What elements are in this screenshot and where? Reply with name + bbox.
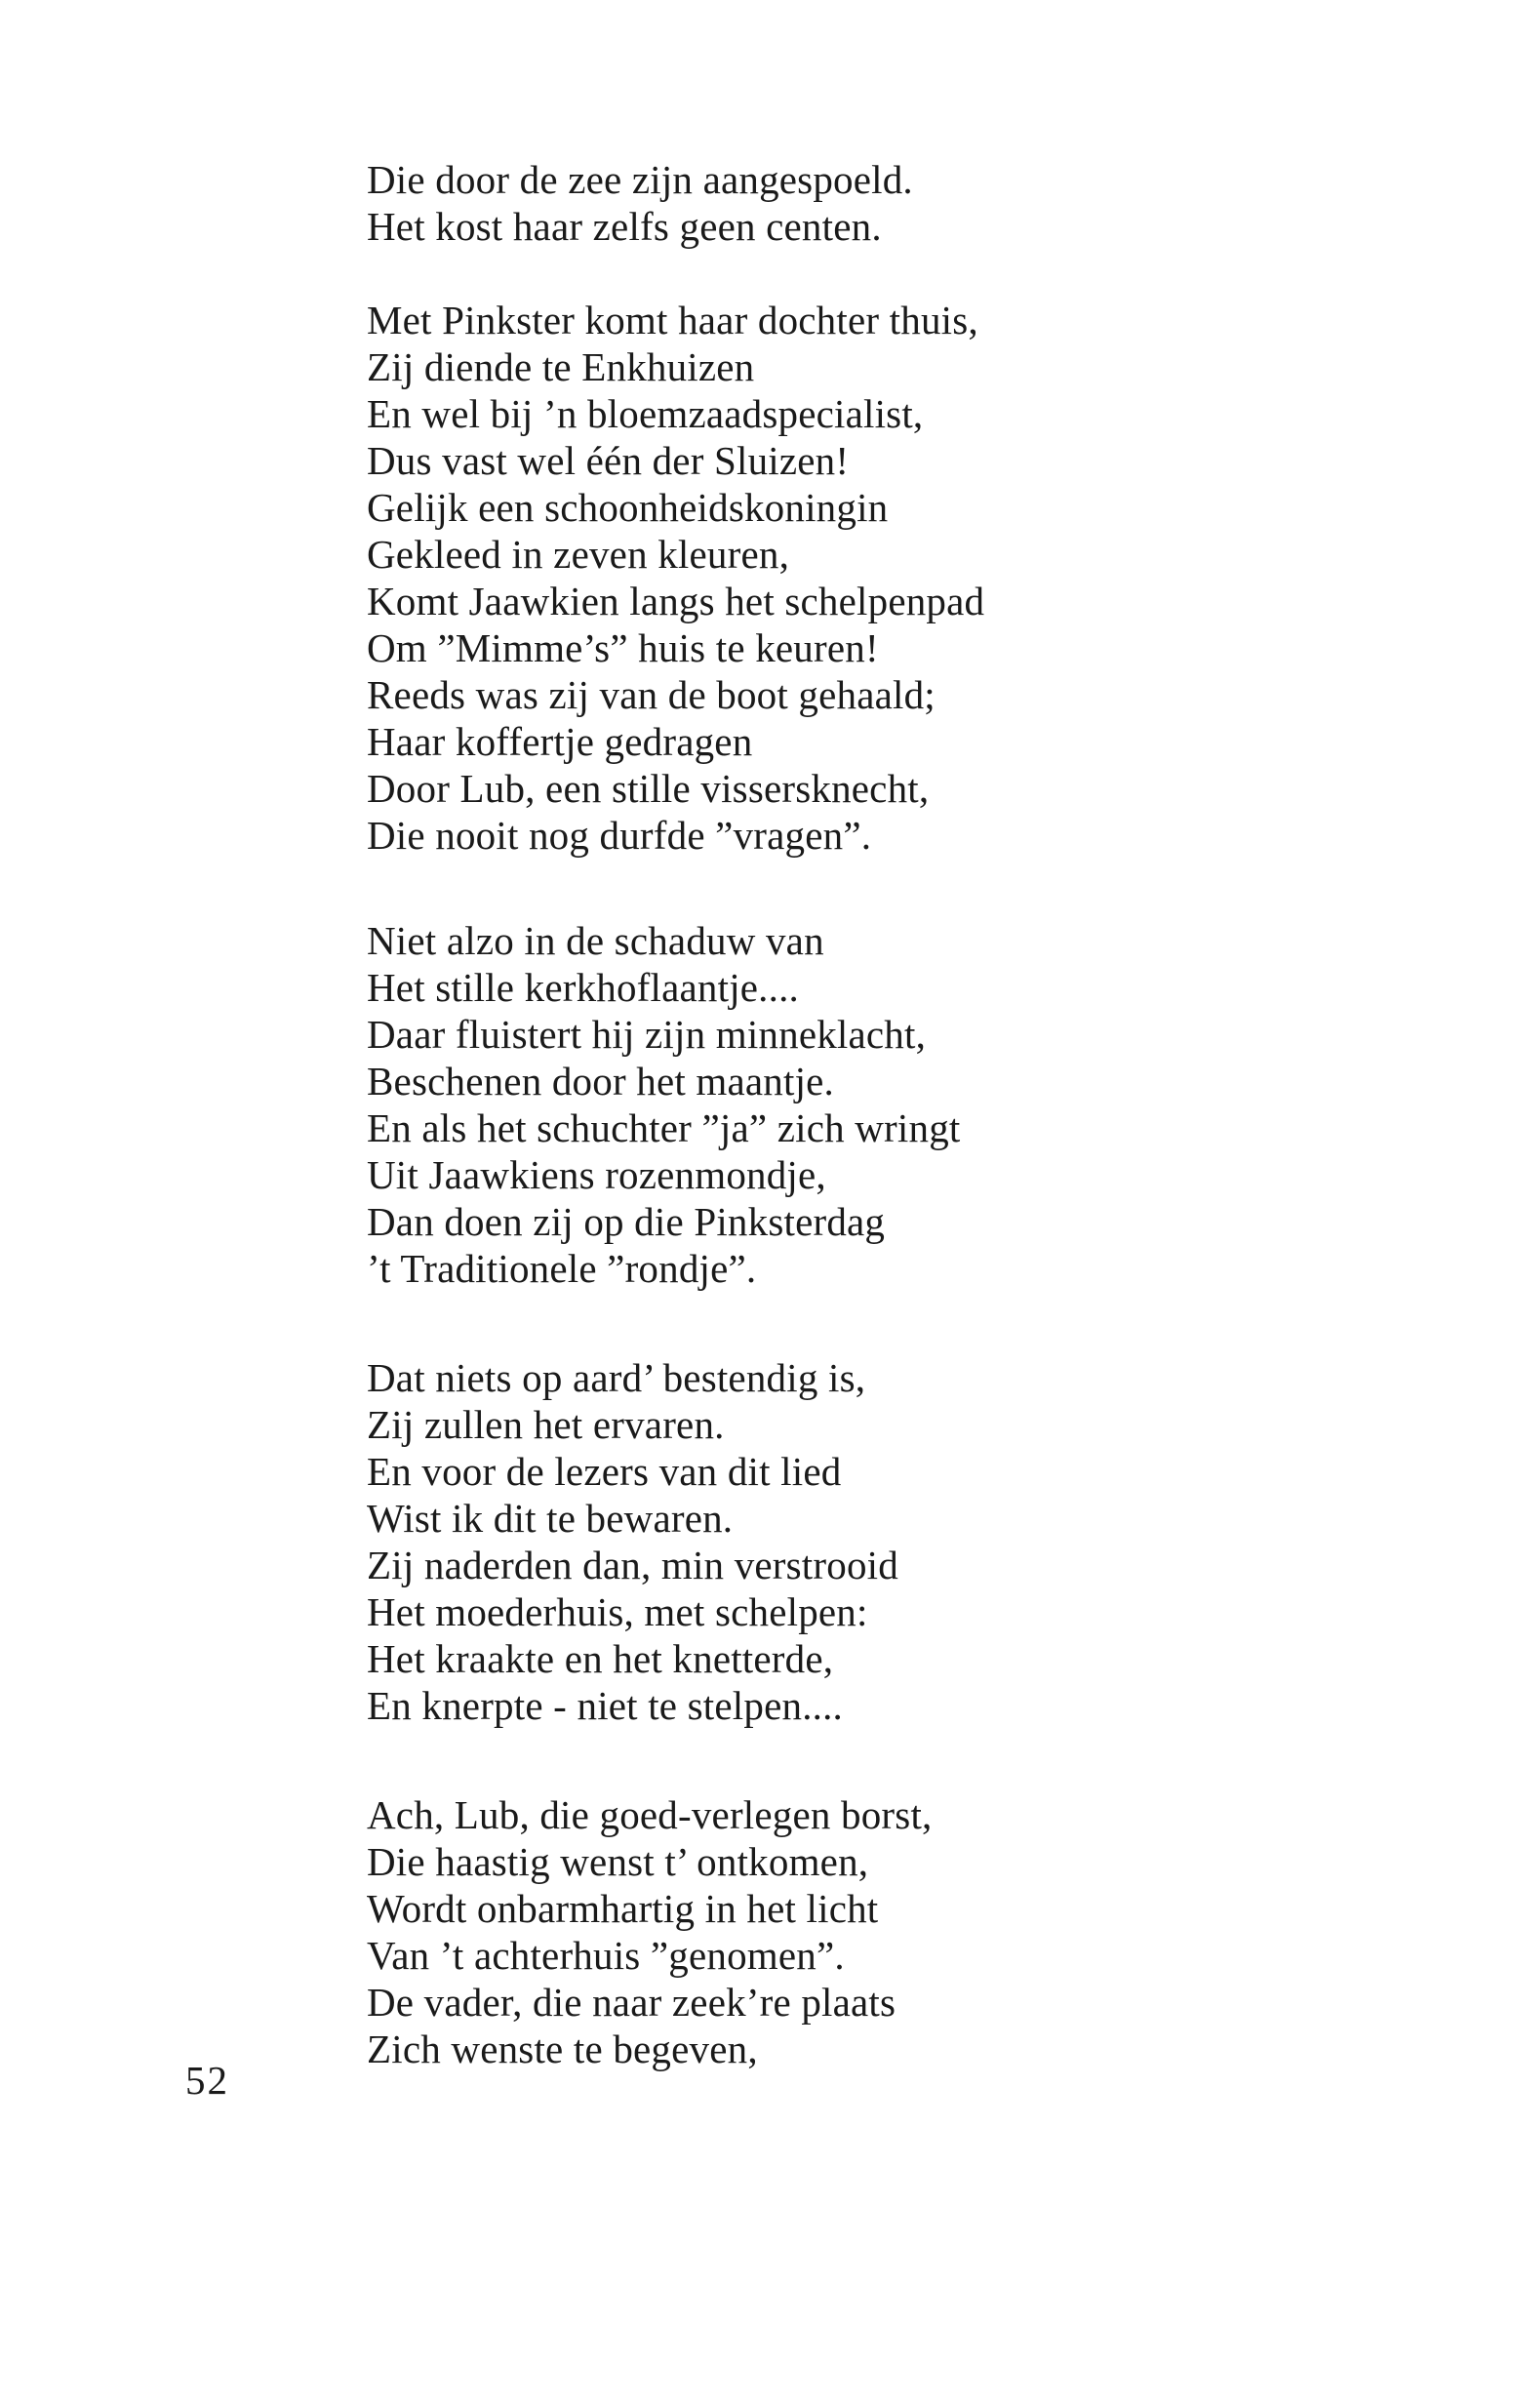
poem-line: Dan doen zij op die Pinksterdag: [367, 1199, 886, 1244]
poem-line: Zich wenste te begeven,: [367, 2027, 758, 2071]
poem-line: Die nooit nog durfde ”vragen”.: [367, 813, 872, 858]
poem-line: En als het schuchter ”ja” zich wringt: [367, 1105, 961, 1150]
poem-line: Uit Jaawkiens rozenmondje,: [367, 1152, 826, 1197]
poem-line: Gelijk een schoonheidskoningin: [367, 485, 889, 530]
poem-line: Daar fluistert hij zijn minneklacht,: [367, 1012, 927, 1057]
stanza-4: [367, 1354, 898, 1729]
poem-line: En wel bij ’n bloemzaadspecialist,: [367, 391, 924, 436]
stanza-3: [367, 917, 961, 1292]
poem-line: Van ’t achterhuis ”genomen”.: [367, 1933, 845, 1978]
stanza-1: [367, 156, 913, 250]
poem-line: Reeds was zij van de boot gehaald;: [367, 672, 936, 717]
poem-line: Zij naderden dan, min verstrooid: [367, 1543, 898, 1587]
poem-line: Door Lub, een stille vissersknecht,: [367, 766, 930, 811]
poem-line: Zij zullen het ervaren.: [367, 1402, 725, 1447]
poem-line: Het stille kerkhoflaantje....: [367, 965, 799, 1010]
stanza-2: [367, 297, 984, 859]
poem-line: Het kost haar zelfs geen centen.: [367, 204, 882, 249]
poem-line: Wordt onbarmhartig in het licht: [367, 1886, 879, 1931]
poem-line: Gekleed in zeven kleuren,: [367, 532, 790, 577]
poem-line: Wist ik dit te bewaren.: [367, 1496, 734, 1541]
poem-line: Haar koffertje gedragen: [367, 719, 753, 764]
poem-line: En knerpte - niet te stelpen....: [367, 1683, 843, 1728]
poem-line: Het kraakte en het knetterde,: [367, 1636, 834, 1681]
poem-line: Komt Jaawkien langs het schelpenpad: [367, 579, 985, 623]
poem-line: Niet alzo in de schaduw van: [367, 918, 824, 963]
poem-line: Die haastig wenst t’ ontkomen,: [367, 1839, 869, 1884]
page-number: 52: [185, 2058, 229, 2103]
poem-line: En voor de lezers van dit lied: [367, 1449, 842, 1494]
poem-line: Het moederhuis, met schelpen:: [367, 1589, 868, 1634]
poem-line: Zij diende te Enkhuizen: [367, 344, 755, 389]
poem-line: De vader, die naar zeek’re plaats: [367, 1980, 896, 2025]
poem-line: Beschenen door het maantje.: [367, 1059, 835, 1104]
stanza-5: [367, 1791, 932, 2072]
poem-line: ’t Traditionele ”rondje”.: [367, 1246, 757, 1291]
poem-line: Met Pinkster komt haar dochter thuis,: [367, 298, 978, 342]
poem-line: Ach, Lub, die goed-verlegen borst,: [367, 1792, 933, 1837]
poem-line: Om ”Mimme’s” huis te keuren!: [367, 625, 879, 670]
poem-line: Dat niets op aard’ bestendig is,: [367, 1355, 866, 1400]
poem-line: Dus vast wel één der Sluizen!: [367, 438, 850, 483]
poem-line: Die door de zee zijn aangespoeld.: [367, 157, 913, 202]
